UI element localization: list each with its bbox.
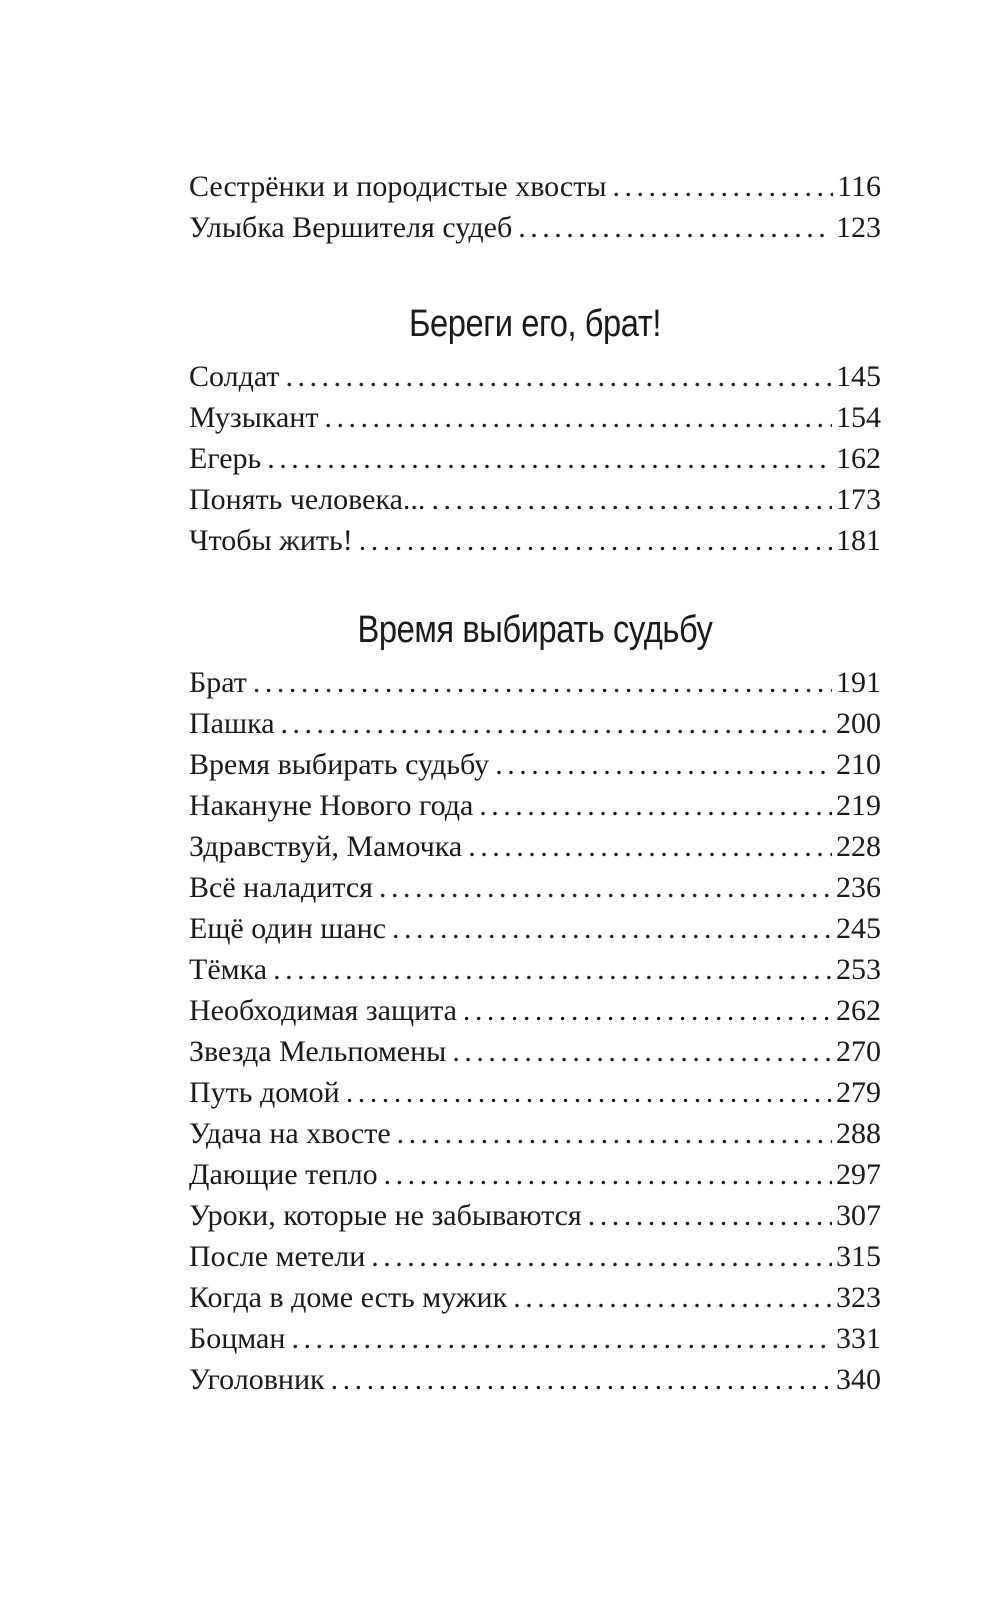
entry-page: 123 [836, 211, 881, 244]
dot-leader [452, 1031, 832, 1072]
entry-title: Уголовник [189, 1363, 325, 1396]
dot-leader [286, 356, 833, 397]
entry-title: Звезда Мельпомены [189, 1035, 447, 1068]
dot-leader [267, 438, 832, 479]
dot-leader [291, 1318, 832, 1359]
entry-page: 154 [836, 401, 881, 434]
entry-page: 228 [836, 830, 881, 863]
section-heading: Береги его, брат! [408, 303, 662, 345]
entry-page: 340 [836, 1363, 881, 1396]
toc-entry [189, 785, 881, 826]
entry-title: Чтобы жить! [189, 524, 353, 557]
dot-leader [273, 949, 832, 990]
toc-entry [189, 662, 881, 703]
entry-title: Накануне Нового года [189, 789, 474, 822]
dot-leader [479, 785, 832, 826]
dot-leader [518, 207, 832, 248]
entry-page: 145 [836, 360, 881, 393]
dot-leader [397, 1113, 832, 1154]
dot-leader [346, 1072, 832, 1113]
entry-title: Когда в доме есть мужик [189, 1281, 508, 1314]
dot-leader [371, 1236, 832, 1277]
toc-entry [189, 520, 881, 561]
dot-leader [331, 1359, 832, 1400]
dot-leader [281, 703, 832, 744]
entry-title: Музыкант [189, 401, 319, 434]
entry-page: 307 [836, 1199, 881, 1232]
toc-entry [189, 1154, 881, 1195]
toc-entry [189, 166, 881, 207]
toc-entry [189, 990, 881, 1031]
toc-entry [189, 949, 881, 990]
entry-title: Тёмка [189, 953, 268, 986]
toc-entry [189, 867, 881, 908]
toc-entry [189, 479, 881, 520]
entry-title: Время выбирать судьбу [189, 748, 490, 781]
entry-page: 262 [836, 994, 881, 1027]
entry-page: 200 [836, 707, 881, 740]
entry-title: Улыбка Вершителя судеб [189, 211, 513, 244]
toc-entry [189, 908, 881, 949]
dot-leader [513, 1277, 832, 1318]
dot-leader [495, 744, 832, 785]
toc-entry [189, 1318, 881, 1359]
entry-page: 116 [837, 170, 881, 203]
entry-title: Всё наладится [189, 871, 373, 904]
entry-title: После метели [189, 1240, 366, 1273]
dot-leader [359, 520, 832, 561]
entry-title: Уроки, которые не забываются [189, 1199, 582, 1232]
dot-leader [253, 662, 832, 703]
entry-page: 323 [836, 1281, 881, 1314]
entry-page: 297 [836, 1158, 881, 1191]
entry-title: Необходимая защита [189, 994, 457, 1027]
entry-page: 331 [836, 1322, 881, 1355]
toc-entry [189, 207, 881, 248]
dot-leader [392, 908, 832, 949]
entry-page: 288 [836, 1117, 881, 1150]
entry-page: 173 [836, 483, 881, 516]
entry-page: 245 [836, 912, 881, 945]
dot-leader [468, 826, 832, 867]
toc-entry [189, 1113, 881, 1154]
entry-title: Здравствуй, Мамочка [189, 830, 463, 863]
entry-title: Путь домой [189, 1076, 340, 1109]
entry-page: 236 [836, 871, 881, 904]
entry-title: Егерь [189, 442, 262, 475]
entry-title: Ещё один шанс [189, 912, 387, 945]
section-heading: Время выбирать судьбу [357, 609, 713, 651]
entry-page: 315 [836, 1240, 881, 1273]
dot-leader [431, 479, 832, 520]
entry-title: Боцман [189, 1322, 286, 1355]
toc-entry [189, 1072, 881, 1113]
dot-leader [588, 1195, 832, 1236]
entry-page: 162 [836, 442, 881, 475]
entry-title: Удача на хвосте [189, 1117, 391, 1150]
dot-leader [325, 397, 832, 438]
entry-title: Сестрёнки и породистые хвосты [189, 170, 607, 203]
toc-section-2 [189, 602, 881, 1400]
toc-entry [189, 826, 881, 867]
toc-entry [189, 1031, 881, 1072]
dot-leader [463, 990, 832, 1031]
entry-title: Понять человека... [189, 483, 426, 516]
entry-page: 210 [836, 748, 881, 781]
toc-section-1 [189, 296, 881, 561]
entry-page: 279 [836, 1076, 881, 1109]
toc-entry [189, 397, 881, 438]
toc-entry [189, 1195, 881, 1236]
entry-page: 253 [836, 953, 881, 986]
toc-entry [189, 438, 881, 479]
entry-page: 270 [836, 1035, 881, 1068]
entry-page: 191 [836, 666, 881, 699]
toc-entry [189, 1359, 881, 1400]
entry-page: 219 [836, 789, 881, 822]
toc-entry [189, 744, 881, 785]
dot-leader [384, 1154, 832, 1195]
toc-entry [189, 703, 881, 744]
entry-page: 181 [836, 524, 881, 557]
dot-leader [379, 867, 832, 908]
entry-title: Дающие тепло [189, 1158, 378, 1191]
toc-intro-group [189, 166, 881, 248]
entry-title: Солдат [189, 360, 280, 393]
entry-title: Брат [189, 666, 247, 699]
toc-entry [189, 1236, 881, 1277]
dot-leader [612, 166, 833, 207]
toc-entry [189, 356, 881, 397]
entry-title: Пашка [189, 707, 275, 740]
toc-entry [189, 1277, 881, 1318]
